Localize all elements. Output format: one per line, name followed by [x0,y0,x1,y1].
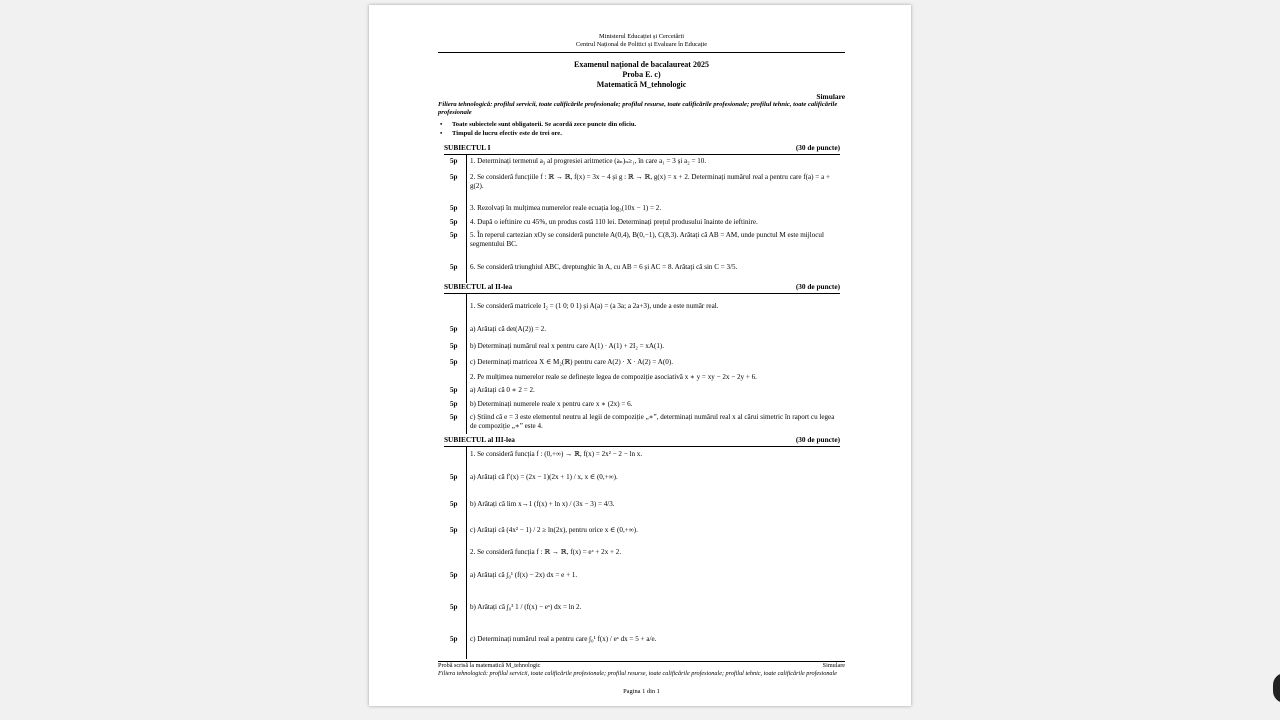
item-text: 5. În reperul cartezian xOy se consideră punctele A(0,4), B(0,−1), C(8,3). Arătați că AB = AM, unde punctul M este mijlocul segmentului BC. [470,231,824,248]
item-text: 3. Rezolvați în mulțimea numerelor reale ecuația log₃(10x − 1) = 2. [470,204,662,212]
points-label: 5p [450,218,458,226]
exam-title-line2: Proba E. c) [622,70,661,79]
item-text: b) Determinați numerele reale x pentru care x ∗ (2x) = 6. [470,400,633,408]
exam-title-line3: Matematică M_tehnologic [596,80,687,89]
header-rule [438,52,845,53]
footer-right: Simulare [822,662,845,669]
points-label: 5p [450,386,458,394]
rules-list [438,121,845,138]
section-points: (30 de puncte) [795,143,840,152]
points-label: 5p [450,413,458,421]
points-label: 5p [450,173,458,181]
points-label: 5p [450,635,458,643]
section-3-rule [466,447,467,659]
footer-filiera: Filiera tehnologică: profilul servicii, toate calificările profesionale; profilul resurse, toate calificările profesionale; profilul tehnic, toate calificările profesionale [438,669,837,677]
points-label: 5p [450,571,458,579]
section-2-header [444,282,840,294]
points-label: 5p [450,204,458,212]
item-text: 1. Se consideră matricele I₂ = (1 0; 0 1) și A(a) = (a 3a; a 2a+3), unde a este număr real. [470,302,719,310]
item-text: 4. După o ieftinire cu 45%, un produs costă 110 lei. Determinați prețul produsului înainte de ieftinire. [470,218,758,226]
item-text: b) Determinați numărul real x pentru care A(1) · A(1) + 2I₂ = xA(1). [470,342,665,350]
footer [438,662,845,677]
points-label: 5p [450,231,458,239]
item-text: 2. Se consideră funcția f : ℝ → ℝ, f(x) = eˣ + 2x + 2. [470,548,622,556]
points-label: 5p [450,157,458,165]
points-label: 5p [450,358,458,366]
item-text: a) Arătați că ∫₀¹ (f(x) − 2x) dx = e + 1. [470,571,578,579]
points-label: 5p [450,325,458,333]
item-text: c) Știind că e = 3 este elementul neutru al legii de compoziție „∗”, determinați numărul real x al cărui simetric în raport cu legea de compoziție „∗” este 4. [470,413,835,430]
points-label: 5p [450,603,458,611]
section-points: (30 de puncte) [795,435,840,444]
document-page [369,5,911,706]
item-text: 2. Se consideră funcțiile f : ℝ → ℝ, f(x) = 3x − 4 și g : ℝ → ℝ, g(x) = x + 2. Determinați numărul real a pentru care f(a) = a + g(2). [470,173,831,190]
item-text: c) Arătați că (4x² − 1) / 2 ≥ ln(2x), pentru orice x ∈ (0,+∞). [470,526,638,534]
rule-item: • Toate subiectele sunt obligatorii. Se acordă zece puncte din oficiu. [438,121,845,130]
item-text: b) Arătați că ∫₀³ 1 / (f(x) − eˣ) dx = ln 2. [470,603,582,611]
points-label: 5p [450,500,458,508]
ministry-header [438,33,845,48]
section-points: (30 de puncte) [795,282,840,291]
filiera-text: Filiera tehnologică: profilul servicii, toate calificările profesionale; profilul resurse, toate calificările profesionale; profilul tehnic, toate calificările profesionale [438,101,838,116]
section-1-header [444,143,840,155]
item-text: 2. Pe mulțimea numerelor reale se definește legea de compoziție asociativă x ∗ y = xy − 2x − 2y + 6. [470,373,757,381]
item-text: b) Arătați că lim x→1 (f(x) + ln x) / (3x − 3) = 4/3. [470,500,615,508]
item-text: a) Arătați că 0 ∗ 2 = 2. [470,386,535,394]
section-title: SUBIECTUL I [444,143,491,152]
simulare-label: Simulare [816,92,845,101]
section-title: SUBIECTUL al III-lea [444,435,515,444]
points-label: 5p [450,526,458,534]
item-text: 1. Se consideră funcția f : (0,+∞) → ℝ, f(x) = 2x² − 2 − ln x. [470,450,643,458]
section-1-rule [466,155,467,283]
points-label: 5p [450,342,458,350]
item-text: 1. Determinați termenul a₃ al progresiei aritmetice (aₙ)ₙ≥₁, în care a₁ = 3 și a₂ = 10. [470,157,707,165]
rule-item: • Timpul de lucru efectiv este de trei ore. [438,130,845,139]
item-text: a) Arătați că f′(x) = (2x − 1)(2x + 1) / x, x ∈ (0,+∞). [470,473,618,481]
section-title: SUBIECTUL al II-lea [444,282,513,291]
section-3-header [444,435,840,447]
section-2-rule [466,294,467,434]
exam-title [438,60,845,90]
center-line: Centrul Național de Politici și Evaluare în Educație [575,40,708,48]
exam-title-line1: Examenul național de bacalaureat 2025 [574,60,709,69]
item-text: c) Determinați matricea X ∈ M₂(ℝ) pentru care A(2) · X · A(2) = A(0). [470,358,673,366]
item-text: c) Determinați numărul real a pentru care ∫₀¹ f(x) / eˣ dx = 5 + a/e. [470,635,657,643]
floating-scroll-button[interactable] [1273,673,1280,703]
points-label: 5p [450,473,458,481]
footer-left: Probă scrisă la matematică M_tehnologic [438,662,541,669]
ministry-line: Ministerul Educației și Cercetării [598,33,684,40]
points-label: 5p [450,400,458,408]
points-label: 5p [450,263,458,271]
item-text: a) Arătați că det(A(2)) = 2. [470,325,547,333]
page-number: Pagina 1 din 1 [623,688,660,695]
item-text: 6. Se consideră triunghiul ABC, dreptunghic în A, cu AB = 6 și AC = 8. Arătați că sin C = 3/5. [470,263,738,271]
